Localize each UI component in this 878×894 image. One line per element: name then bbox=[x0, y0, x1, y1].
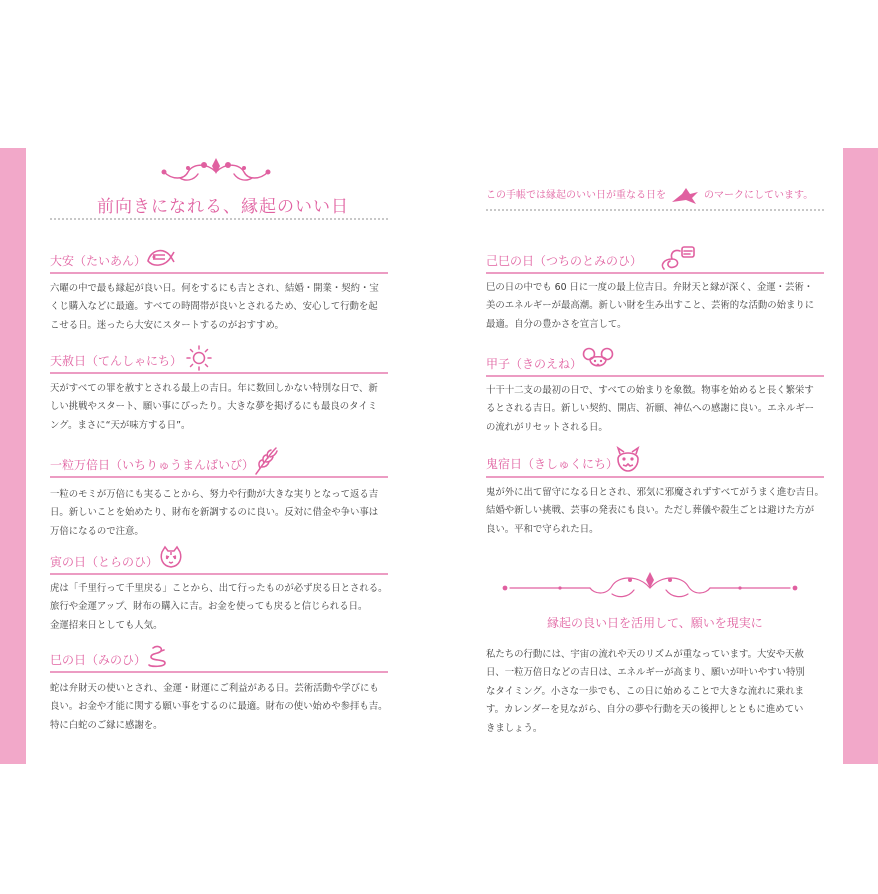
floral-divider-ornament bbox=[500, 568, 800, 602]
body-line: 良い。お金や才能に関する願い事をするのに最適。財布の使い始めや参拝も吉。 bbox=[50, 701, 388, 713]
body-line: きましょう。 bbox=[486, 722, 543, 734]
body-line: 最適。自分の豊かさを宣言して。 bbox=[486, 318, 627, 330]
section-rule bbox=[486, 272, 824, 274]
body-line: 巳の日の中でも 60 日に一度の最上位吉日。弁財天と縁が深く、金運・芸術・ bbox=[486, 282, 814, 293]
rice-ear-icon bbox=[252, 444, 280, 476]
section-rule bbox=[486, 476, 824, 478]
right-page-band bbox=[843, 148, 878, 764]
sea-bream-fan-icon bbox=[145, 243, 175, 271]
body-line: こせる日。迷ったら大安にスタートするのがおすすめ。 bbox=[50, 319, 284, 331]
body-line: るとされる吉日。新しい契約、開店、祈願、神仏への感謝に良い。エネルギー bbox=[486, 403, 815, 415]
section-heading-tsuchinotominohi: 己巳の日（つちのとみのひ） bbox=[486, 254, 643, 268]
body-line: 鬼が外に出て留守になる日とされ、邪気に邪魔されずすべてがうまく進む吉日。 bbox=[486, 487, 824, 498]
section-rule bbox=[50, 372, 388, 374]
section-body-kishukunichi bbox=[486, 484, 824, 539]
title-dotted-divider bbox=[50, 218, 388, 220]
section-heading-toranohi: 寅の日（とらのひ） bbox=[50, 555, 159, 569]
body-line: 結婚や新しい挑戦、芸事の発表にも良い。ただし葬儀や殺生ごとは避けた方が bbox=[486, 505, 815, 517]
body-line: 美のエネルギーが最高潮。新しい財を生み出すこと、芸術的な活動の始まりに bbox=[486, 300, 815, 312]
body-line: 旅行や金運アップ、財布の購入に吉。お金を使っても戻ると信じられる日。 bbox=[50, 601, 368, 613]
section-heading-kinoene: 甲子（きのえね） bbox=[486, 357, 583, 371]
body-line: 日。新しいことを始めたり、財布を新調するのに良い。反対に借金や争い事は bbox=[50, 507, 379, 519]
mouse-icon bbox=[582, 346, 614, 372]
body-line: の流れがリセットされる日。 bbox=[486, 421, 608, 433]
snake-icon bbox=[145, 643, 171, 669]
left-page-band bbox=[0, 148, 26, 764]
section-body-tsuchinotominohi bbox=[486, 279, 814, 334]
section-body-ichiryumanbaibi bbox=[50, 486, 378, 541]
body-line: す。カレンダーを見ながら、自分の夢や行動を天の後押しとともに進めてい bbox=[486, 704, 804, 716]
body-line: 良い。平和で守られた日。 bbox=[486, 523, 599, 535]
section-body-taian bbox=[50, 280, 379, 335]
closing-paragraph bbox=[486, 646, 805, 738]
body-line: 日、一粒万倍日などの吉日は、エネルギーが高まり、願いが叶いやすい特別 bbox=[486, 667, 805, 679]
section-rule bbox=[50, 272, 388, 274]
body-line: 六曜の中で最も縁起が良い日。何をするにも吉とされ、結婚・開業・契約・宝 bbox=[50, 283, 379, 294]
note-dotted-divider bbox=[486, 209, 824, 211]
section-body-minohi bbox=[50, 680, 388, 735]
body-line: 金運招来日としても人気。 bbox=[50, 619, 163, 631]
body-line: 私たちの行動には、宇宙の流れや天のリズムが重なっています。大安や天赦 bbox=[486, 649, 804, 660]
tiger-icon bbox=[158, 544, 184, 570]
section-heading-taian: 大安（たいあん） bbox=[50, 254, 147, 268]
section-rule bbox=[50, 671, 388, 673]
page-title: 前向きになれる、縁起のいい日 bbox=[97, 197, 349, 217]
body-line: ング。まさに“天が味方する日”。 bbox=[50, 419, 191, 431]
section-heading-kishukunichi: 鬼宿日（きしゅくにち） bbox=[486, 457, 619, 471]
body-line: 虎は「千里行って千里戻る」ことから、出て行ったものが必ず戻る日とされる。 bbox=[50, 583, 388, 594]
lucky-mark-icon bbox=[668, 184, 702, 206]
body-line: 天がすべての罪を赦すとされる最上の吉日。年に数回しかない特別な日で、新 bbox=[50, 383, 378, 394]
section-body-tenshanichi bbox=[50, 380, 378, 435]
legend-note-text: この手帳では縁起のいい日が重なる日を bbox=[486, 190, 666, 201]
section-rule bbox=[50, 573, 388, 575]
section-body-toranohi bbox=[50, 580, 388, 635]
body-line: 特に白蛇のご縁に感謝を。 bbox=[50, 719, 163, 731]
body-line: 蛇は弁財天の使いとされ、金運・財運にご利益がある日。芸術活動や学びにも bbox=[50, 683, 379, 694]
legend-note-text-end: のマークにしています。 bbox=[704, 190, 814, 201]
body-line: 万倍になるので注意。 bbox=[50, 525, 144, 537]
section-heading-tenshanichi: 天赦日（てんしゃにち） bbox=[50, 354, 183, 368]
coiled-snake-icon bbox=[658, 241, 696, 271]
oni-icon bbox=[614, 445, 642, 473]
body-line: しい挑戦やスタート、願い事にぴったり。大きな夢を掲げるにも最良のタイミ bbox=[50, 401, 378, 413]
body-line: くじ購入などに最適。すべての時間帯が良いとされるため、安心して行動を起 bbox=[50, 301, 378, 313]
closing-title: 縁起の良い日を活用して、願いを現実に bbox=[547, 616, 763, 630]
section-rule bbox=[486, 375, 824, 377]
sun-icon bbox=[186, 345, 212, 371]
legend-note bbox=[486, 184, 813, 206]
body-line: 十干十二支の最初の日で、すべての始まりを象徴。物事を始めると長く繁栄す bbox=[486, 385, 814, 396]
section-heading-ichiryumanbaibi: 一粒万倍日（いちりゅうまんばいび） bbox=[50, 458, 255, 472]
section-rule bbox=[50, 476, 388, 478]
section-heading-minohi: 巳の日（みのひ） bbox=[50, 653, 147, 667]
body-line: なタイミング。小さな一歩でも、この日に始めることで大きな流れに乗れま bbox=[486, 685, 805, 697]
body-line: 一粒のモミが万倍にも実ることから、努力や行動が大きな実りとなって返る吉 bbox=[50, 489, 379, 500]
floral-ornament-top bbox=[158, 154, 274, 186]
section-body-kinoene bbox=[486, 382, 814, 437]
